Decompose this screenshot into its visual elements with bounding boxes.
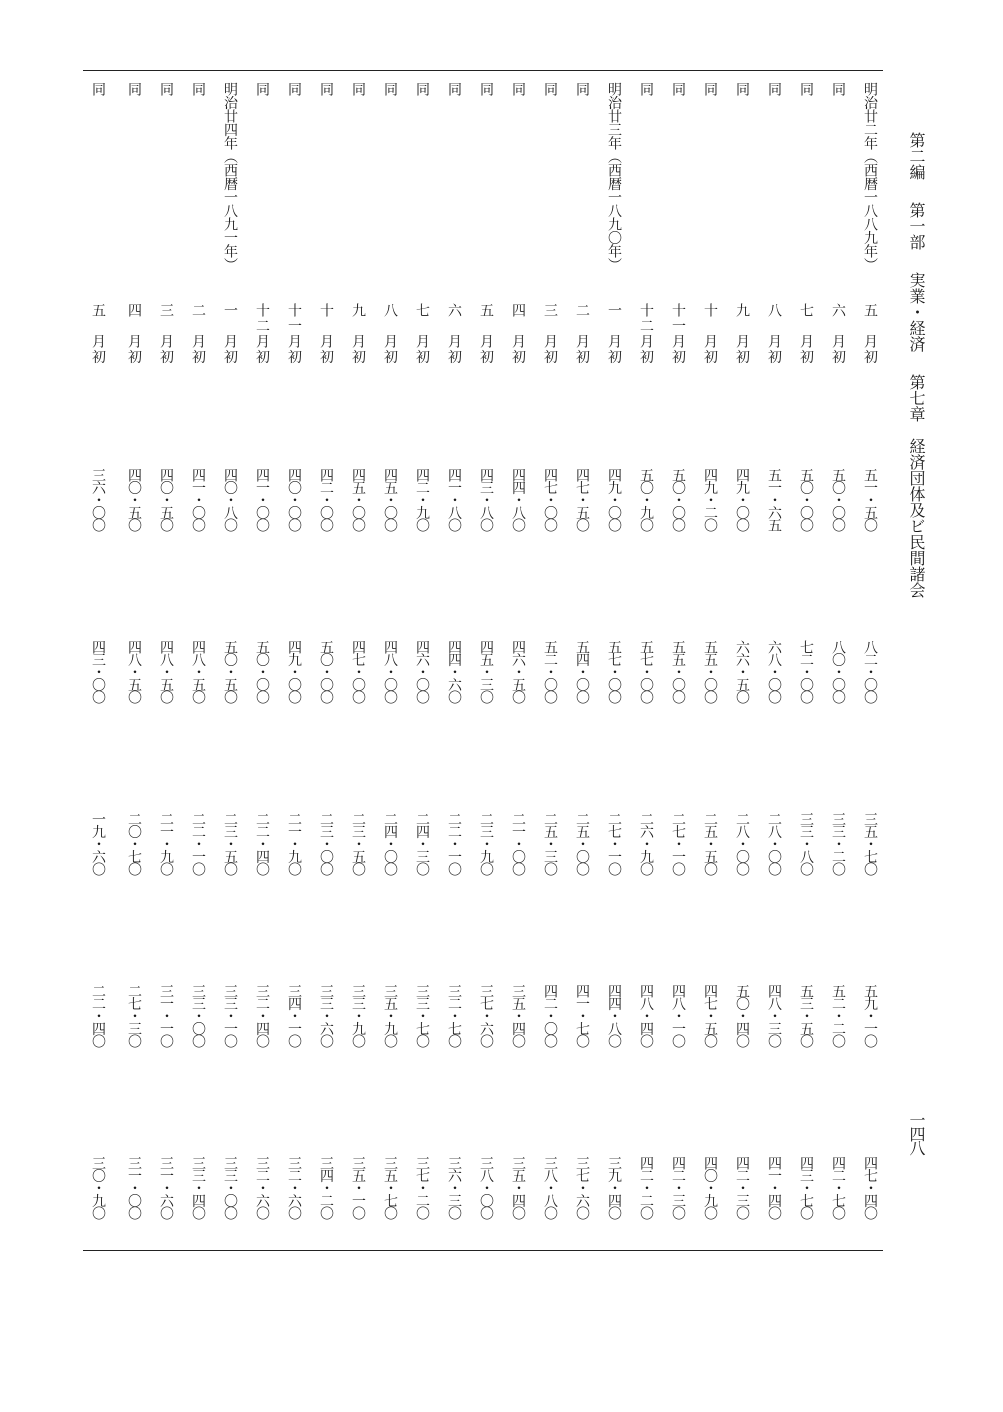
month-label: 九 月初 (350, 303, 366, 365)
month-label: 十 月初 (318, 303, 334, 365)
price-value: 二四・三〇 (414, 812, 430, 875)
price-value: 四八・四〇 (638, 984, 654, 1047)
price-value: 四〇・八〇 (222, 468, 238, 531)
price-value: 二〇・七〇 (126, 812, 142, 875)
price-value: 五三・五〇 (798, 984, 814, 1047)
year-label: 同 (798, 82, 814, 96)
price-value: 三二・七〇 (446, 984, 462, 1047)
price-value: 四九・〇〇 (606, 468, 622, 531)
price-value: 四七・〇〇 (350, 640, 366, 703)
month-label: 三 月初 (542, 303, 558, 365)
price-value: 五二・〇〇 (542, 640, 558, 703)
year-label: 明治廿三年（西暦一八九〇年） (606, 82, 622, 271)
price-value: 四七・四〇 (862, 1156, 878, 1219)
price-value: 四四・八〇 (510, 468, 526, 531)
year-label: 同 (286, 82, 302, 96)
price-value: 三四・二〇 (318, 1156, 334, 1219)
price-value: 二四・〇〇 (382, 812, 398, 875)
month-label: 二 月初 (190, 303, 206, 365)
top-rule (83, 70, 883, 71)
year-label: 明治廿四年（西暦一八九一年） (222, 82, 238, 271)
header-chapter-title: 経済団体及ビ民間諸会 (907, 438, 926, 598)
price-value: 二七・一〇 (670, 812, 686, 875)
price-value: 四二・三〇 (670, 1156, 686, 1219)
year-label: 同 (190, 82, 206, 96)
price-value: 二五・〇〇 (574, 812, 590, 875)
month-label: 八 月初 (766, 303, 782, 365)
price-value: 三五・七〇 (862, 812, 878, 875)
price-value: 六八・〇〇 (766, 640, 782, 703)
price-value: 三一・〇〇 (126, 1156, 142, 1219)
price-value: 三〇・九〇 (90, 1156, 106, 1219)
price-value: 四二・七〇 (830, 1156, 846, 1219)
month-label: 五 月初 (862, 303, 878, 365)
month-label: 七 月初 (798, 303, 814, 365)
price-value: 四三・八〇 (478, 468, 494, 531)
price-value: 五〇・九〇 (638, 468, 654, 531)
price-value: 四八・〇〇 (382, 640, 398, 703)
price-value: 五一・六五 (766, 468, 782, 531)
price-value: 三三・六〇 (318, 984, 334, 1047)
price-value: 二五・三〇 (542, 812, 558, 875)
price-value: 一九・六〇 (90, 812, 106, 875)
price-value: 二三・九〇 (478, 812, 494, 875)
year-label: 同 (478, 82, 494, 96)
price-value: 四四・六〇 (446, 640, 462, 703)
year-label: 同 (126, 82, 142, 96)
running-header (905, 132, 928, 598)
price-value: 五一・五〇 (862, 468, 878, 531)
price-value: 四九・二〇 (702, 468, 718, 531)
price-value: 四〇・〇〇 (286, 468, 302, 531)
price-value: 四〇・九〇 (702, 1156, 718, 1219)
month-label: 六 月初 (446, 303, 462, 365)
year-label: 同 (766, 82, 782, 96)
price-value: 三一・一〇 (158, 984, 174, 1047)
price-value: 二五・五〇 (702, 812, 718, 875)
price-value: 三八・八〇 (542, 1156, 558, 1219)
price-value: 四〇・五〇 (126, 468, 142, 531)
price-value: 三三・二〇 (830, 812, 846, 875)
price-value: 四八・五〇 (126, 640, 142, 703)
header-chapter: 第七章 (907, 374, 926, 422)
price-value: 三九・四〇 (606, 1156, 622, 1219)
price-value: 三七・六〇 (478, 984, 494, 1047)
year-label: 同 (382, 82, 398, 96)
price-value: 五五・〇〇 (702, 640, 718, 703)
price-value: 四三・七〇 (798, 1156, 814, 1219)
price-value: 三二・六〇 (286, 1156, 302, 1219)
bottom-rule (83, 1250, 883, 1251)
price-value: 三一・六〇 (158, 1156, 174, 1219)
price-value: 四二・〇〇 (542, 984, 558, 1047)
year-label: 明治廿二年（西暦一八八九年） (862, 82, 878, 271)
month-label: 五 月初 (478, 303, 494, 365)
month-label: 十一月初 (670, 303, 686, 365)
price-value: 四一・七〇 (574, 984, 590, 1047)
month-label: 一 月初 (222, 303, 238, 365)
price-value: 三七・二〇 (414, 1156, 430, 1219)
price-value: 三五・九〇 (382, 984, 398, 1047)
price-value: 五四・〇〇 (574, 640, 590, 703)
price-value: 四二・九〇 (414, 468, 430, 531)
price-value: 二二・一〇 (190, 812, 206, 875)
price-value: 三三・四〇 (190, 1156, 206, 1219)
price-value: 三三・〇〇 (222, 1156, 238, 1219)
year-label: 同 (702, 82, 718, 96)
price-value: 三三・一〇 (222, 984, 238, 1047)
price-value: 二二・一〇 (446, 812, 462, 875)
year-label: 同 (510, 82, 526, 96)
month-label: 一 月初 (606, 303, 622, 365)
year-label: 同 (830, 82, 846, 96)
header-part: 第二編 (907, 132, 926, 180)
price-value: 三六・〇〇 (90, 468, 106, 531)
year-label: 同 (90, 82, 106, 96)
price-value: 二一・九〇 (286, 812, 302, 875)
price-value: 四一・四〇 (766, 1156, 782, 1219)
price-value: 三五・四〇 (510, 1156, 526, 1219)
month-label: 七 月初 (414, 303, 430, 365)
price-value: 四一・〇〇 (254, 468, 270, 531)
month-label: 八 月初 (382, 303, 398, 365)
price-value: 三七・六〇 (574, 1156, 590, 1219)
price-value: 二一・九〇 (158, 812, 174, 875)
price-value: 四八・五〇 (190, 640, 206, 703)
price-value: 五二・二〇 (830, 984, 846, 1047)
price-value: 八〇・〇〇 (830, 640, 846, 703)
price-value: 四二・二〇 (638, 1156, 654, 1219)
year-label: 同 (574, 82, 590, 96)
price-value: 五七・〇〇 (638, 640, 654, 703)
price-value: 四八・三〇 (766, 984, 782, 1047)
price-value: 四八・一〇 (670, 984, 686, 1047)
price-value: 三二・四〇 (254, 984, 270, 1047)
price-value: 三二・六〇 (254, 1156, 270, 1219)
month-label: 十二月初 (254, 303, 270, 365)
year-label: 同 (414, 82, 430, 96)
price-value: 三五・七〇 (382, 1156, 398, 1219)
price-value: 四五・〇〇 (350, 468, 366, 531)
month-label: 十二月初 (638, 303, 654, 365)
price-value: 四一・八〇 (446, 468, 462, 531)
price-value: 二八・〇〇 (734, 812, 750, 875)
price-value: 三三・七〇 (414, 984, 430, 1047)
price-value: 三三・九〇 (350, 984, 366, 1047)
year-label: 同 (350, 82, 366, 96)
price-value: 五七・〇〇 (606, 640, 622, 703)
price-value: 四二・三〇 (734, 1156, 750, 1219)
price-value: 五〇・〇〇 (830, 468, 846, 531)
price-value: 五〇・〇〇 (318, 640, 334, 703)
price-value: 二八・〇〇 (766, 812, 782, 875)
price-value: 六六・五〇 (734, 640, 750, 703)
year-label: 同 (542, 82, 558, 96)
month-label: 三 月初 (158, 303, 174, 365)
price-value: 三六・三〇 (446, 1156, 462, 1219)
page-number: 一四八 (907, 1112, 926, 1154)
price-value: 四七・五〇 (574, 468, 590, 531)
month-label: 九 月初 (734, 303, 750, 365)
price-value: 五五・〇〇 (670, 640, 686, 703)
month-label: 四 月初 (126, 303, 142, 365)
price-value: 四五・〇〇 (382, 468, 398, 531)
price-value: 四六・〇〇 (414, 640, 430, 703)
price-value: 二三・〇〇 (318, 812, 334, 875)
price-value: 五〇・〇〇 (798, 468, 814, 531)
month-label: 二 月初 (574, 303, 590, 365)
price-value: 四五・三〇 (478, 640, 494, 703)
price-value: 三八・〇〇 (478, 1156, 494, 1219)
price-value: 四三・〇〇 (90, 640, 106, 703)
price-value: 八二・〇〇 (862, 640, 878, 703)
price-value: 四四・八〇 (606, 984, 622, 1047)
year-label: 同 (670, 82, 686, 96)
price-value: 四二・〇〇 (318, 468, 334, 531)
price-value: 四九・〇〇 (734, 468, 750, 531)
price-value: 三五・一〇 (350, 1156, 366, 1219)
price-value: 四九・〇〇 (286, 640, 302, 703)
price-value: 四八・五〇 (158, 640, 174, 703)
price-value: 五〇・五〇 (222, 640, 238, 703)
price-value: 二三・五〇 (350, 812, 366, 875)
price-value: 四七・五〇 (702, 984, 718, 1047)
month-label: 十 月初 (702, 303, 718, 365)
header-section: 第一部 (907, 202, 926, 250)
price-value: 二七・一〇 (606, 812, 622, 875)
price-value: 四六・五〇 (510, 640, 526, 703)
price-value: 二二・四〇 (90, 984, 106, 1047)
month-label: 十一月初 (286, 303, 302, 365)
price-value: 二二・四〇 (254, 812, 270, 875)
year-label: 同 (318, 82, 334, 96)
header-topic: 実業・経済 (907, 272, 926, 352)
price-value: 三四・一〇 (286, 984, 302, 1047)
month-label: 四 月初 (510, 303, 526, 365)
price-value: 四七・〇〇 (542, 468, 558, 531)
price-value: 五〇・四〇 (734, 984, 750, 1047)
price-value: 七二・〇〇 (798, 640, 814, 703)
year-label: 同 (734, 82, 750, 96)
year-label: 同 (158, 82, 174, 96)
price-value: 五〇・〇〇 (670, 468, 686, 531)
month-label: 六 月初 (830, 303, 846, 365)
price-value: 四〇・五〇 (158, 468, 174, 531)
price-value: 五〇・〇〇 (254, 640, 270, 703)
price-value: 二一・〇〇 (510, 812, 526, 875)
month-label: 五 月初 (90, 303, 106, 365)
year-label: 同 (638, 82, 654, 96)
price-value: 二六・九〇 (638, 812, 654, 875)
price-value: 三三・八〇 (798, 812, 814, 875)
price-value: 二七・三〇 (126, 984, 142, 1047)
price-value: 四一・〇〇 (190, 468, 206, 531)
price-value: 五九・一〇 (862, 984, 878, 1047)
price-value: 三五・四〇 (510, 984, 526, 1047)
price-value: 三三・〇〇 (190, 984, 206, 1047)
price-value: 二三・五〇 (222, 812, 238, 875)
year-label: 同 (254, 82, 270, 96)
year-label: 同 (446, 82, 462, 96)
